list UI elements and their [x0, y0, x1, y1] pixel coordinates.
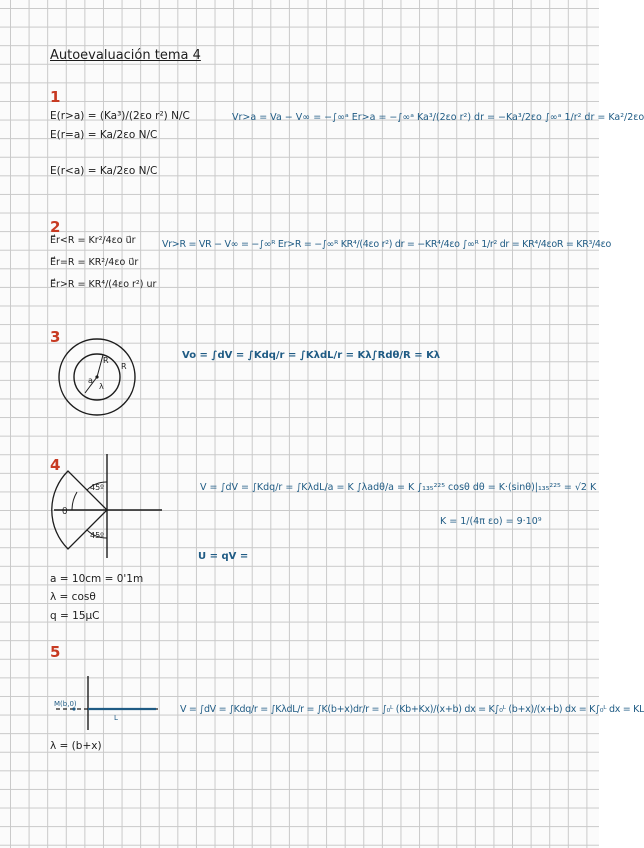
label-a: a	[88, 376, 93, 385]
ring-diagram	[55, 335, 140, 420]
section-4-constant: K = 1/(4π εo) = 9·10⁹	[440, 516, 542, 527]
section-2-number: 2	[50, 218, 61, 236]
label-lambda: λ	[99, 382, 104, 391]
section-4-potential: V = ∫dV = ∫Kdq/r = ∫KλdL/a = K ∫λadθ/a = K ∫₁₃₅²²⁵ cosθ dθ = K·(sinθ)|₁₃₅²²⁵ = √2 K	[200, 482, 597, 493]
section-4-number: 4	[50, 456, 61, 474]
section-1-field-surface: E(r=a) = Ka/2εo N/C	[50, 129, 158, 141]
section-5-potential: V = ∫dV = ∫Kdq/r = ∫KλdL/r = ∫K(b+x)dr/r = ∫₀ᴸ (Kb+Kx)/(x+b) dx = K∫₀ᴸ (b+x)/(x+b) dx = K∫₀ᴸ dx = KL	[180, 704, 644, 715]
section-1-potential: Vr>a = Va − V∞ = −∫∞ᵃ Er>a = −∫∞ᵃ Ka³/(2εo r²) dr = −Ka³/2εo ∫∞ᵃ 1/r² dr = Ka²/2εo	[232, 112, 644, 123]
label-theta: θ	[62, 507, 68, 517]
section-1-number: 1	[50, 88, 61, 106]
section-2-field-inside: E⃗r<R = Kr²/4εo u⃗r	[50, 235, 136, 246]
label-M: M(b,0)	[54, 700, 77, 708]
section-4-energy: U = qV =	[198, 551, 249, 562]
section-4-given-a: a = 10cm = 0'1m	[50, 573, 144, 585]
section-1-field-outside: E(r>a) = (Ka³)/(2εo r²) N/C	[50, 110, 190, 122]
label-R-outer: R	[121, 362, 127, 371]
label-R: R	[103, 356, 109, 365]
rod-diagram	[52, 672, 164, 734]
section-3-potential: Vo = ∫dV = ∫Kdq/r = ∫KλdL/r = Kλ∫Rdθ/R = Kλ	[182, 350, 441, 361]
label-L: L	[114, 714, 118, 722]
arc-diagram	[50, 452, 165, 562]
section-1-field-inside: E(r<a) = Ka/2εo N/C	[50, 165, 158, 177]
section-2-field-outside: E⃗r>R = KR⁴/(4εo r²) ur	[50, 279, 157, 290]
label-angle-top: 45º	[90, 483, 104, 492]
section-3-number: 3	[50, 328, 61, 346]
section-2-field-surface: E⃗r=R = KR²/4εo u⃗r	[50, 257, 139, 268]
label-angle-bottom: 45º	[90, 531, 104, 540]
section-4-given-lambda: λ = cosθ	[50, 591, 96, 603]
section-4-given-q: q = 15μC	[50, 610, 100, 622]
theta-arc	[72, 492, 77, 510]
page-title: Autoevaluación tema 4	[50, 48, 201, 63]
section-5-density: λ = (b+x)	[50, 740, 102, 752]
section-5-number: 5	[50, 643, 61, 661]
section-2-potential: Vr>R = VR − V∞ = −∫∞ᴿ Er>R = −∫∞ᴿ KR⁴/(4εo r²) dr = −KR⁴/4εo ∫∞ᴿ 1/r² dr = KR⁴/4εoR = KR³/4εo	[162, 239, 612, 250]
